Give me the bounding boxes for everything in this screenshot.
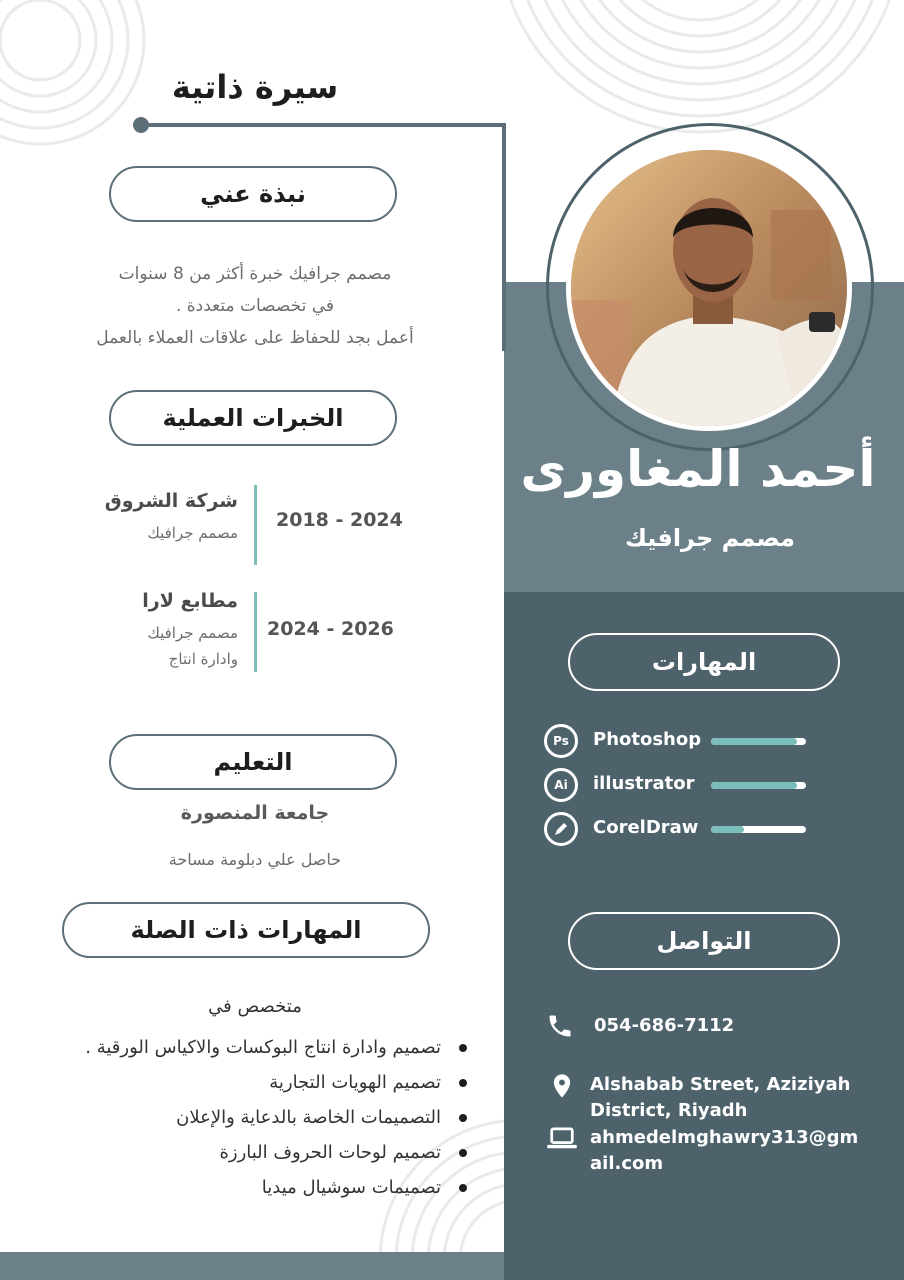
bottom-strip — [0, 1252, 504, 1280]
education-heading: التعليم — [109, 734, 397, 790]
contact-heading: التواصل — [568, 912, 840, 970]
profile-photo-illustration — [571, 150, 847, 426]
experience-heading: الخبرات العملية — [109, 390, 397, 446]
person-job-title: مصمم جرافيك — [624, 524, 796, 552]
address — [590, 1072, 878, 1124]
company-name: شركة الشروق — [104, 490, 238, 512]
skill-item — [544, 724, 814, 760]
list-item: تصميم وادارة انتاج البوكسات والاكياس الورقية . — [30, 1030, 475, 1065]
email-address — [590, 1125, 858, 1177]
about-heading: نبذة عني — [109, 166, 397, 222]
job-role: وادارة انتاج — [168, 650, 238, 668]
skill-item — [544, 812, 814, 848]
phone-number: 054-686-7112 — [594, 1015, 735, 1036]
specialization-intro: متخصص في — [208, 996, 302, 1017]
phone-icon — [546, 1012, 574, 1040]
university-name: جامعة المنصورة — [180, 802, 330, 824]
laptop-icon — [546, 1124, 578, 1152]
list-item: التصميمات الخاصة بالدعاية والإعلان — [30, 1100, 475, 1135]
about-text — [20, 258, 490, 354]
connector-line-vertical — [502, 123, 506, 351]
about-line: في تخصصات متعددة . — [175, 296, 335, 316]
skill-level-fill — [711, 738, 797, 745]
profile-photo — [566, 145, 852, 431]
address-line: District, Riyadh — [590, 1100, 748, 1121]
cv-title: سيرة ذاتية — [171, 68, 339, 106]
experience-divider — [254, 485, 257, 565]
skill-level-fill — [711, 782, 797, 789]
degree-text: حاصل علي دبلومة مساحة — [168, 850, 342, 869]
person-name: أحمد المغاورى — [520, 440, 876, 498]
connector-line — [140, 123, 506, 127]
skill-level-bar — [711, 738, 806, 745]
experience-years: 2018 - 2024 — [276, 509, 403, 531]
about-line: مصمم جرافيك خبرة أكثر من 8 سنوات — [118, 264, 392, 284]
skill-name: illustrator — [593, 773, 695, 794]
skill-name: Photoshop — [593, 729, 702, 750]
job-role: مصمم جرافيك — [147, 524, 238, 542]
list-item: تصميمات سوشيال ميديا — [30, 1170, 475, 1205]
skill-item — [544, 768, 814, 804]
list-item: تصميم الهويات التجارية — [30, 1065, 475, 1100]
related-skills-heading: المهارات ذات الصلة — [62, 902, 430, 958]
skills-heading: المهارات — [568, 633, 840, 691]
job-role: مصمم جرافيك — [147, 624, 238, 642]
experience-item — [60, 590, 238, 672]
coreldraw-icon — [544, 812, 578, 846]
skill-level-bar — [711, 782, 806, 789]
illustrator-icon: Ai — [544, 768, 578, 802]
experience-divider — [254, 592, 257, 672]
list-item: تصميم لوحات الحروف البارزة — [30, 1135, 475, 1170]
skill-level-bar — [711, 826, 806, 833]
experience-item — [60, 490, 238, 546]
skill-name: CorelDraw — [593, 817, 699, 838]
connector-dot — [133, 117, 149, 133]
photoshop-icon: Ps — [544, 724, 578, 758]
email-line: ahmedelmghawry313@gm — [590, 1127, 859, 1148]
email-line: ail.com — [590, 1153, 664, 1174]
address-line: Alshabab Street, Aziziyah — [590, 1074, 851, 1095]
about-line: أعمل بجد للحفاظ على علاقات العملاء بالعمل — [96, 328, 414, 348]
location-pin-icon — [548, 1072, 576, 1100]
skill-level-fill — [711, 826, 744, 833]
experience-years: 2024 - 2026 — [267, 618, 394, 640]
company-name: مطابع لارا — [142, 590, 238, 612]
specialization-list — [30, 1030, 475, 1205]
